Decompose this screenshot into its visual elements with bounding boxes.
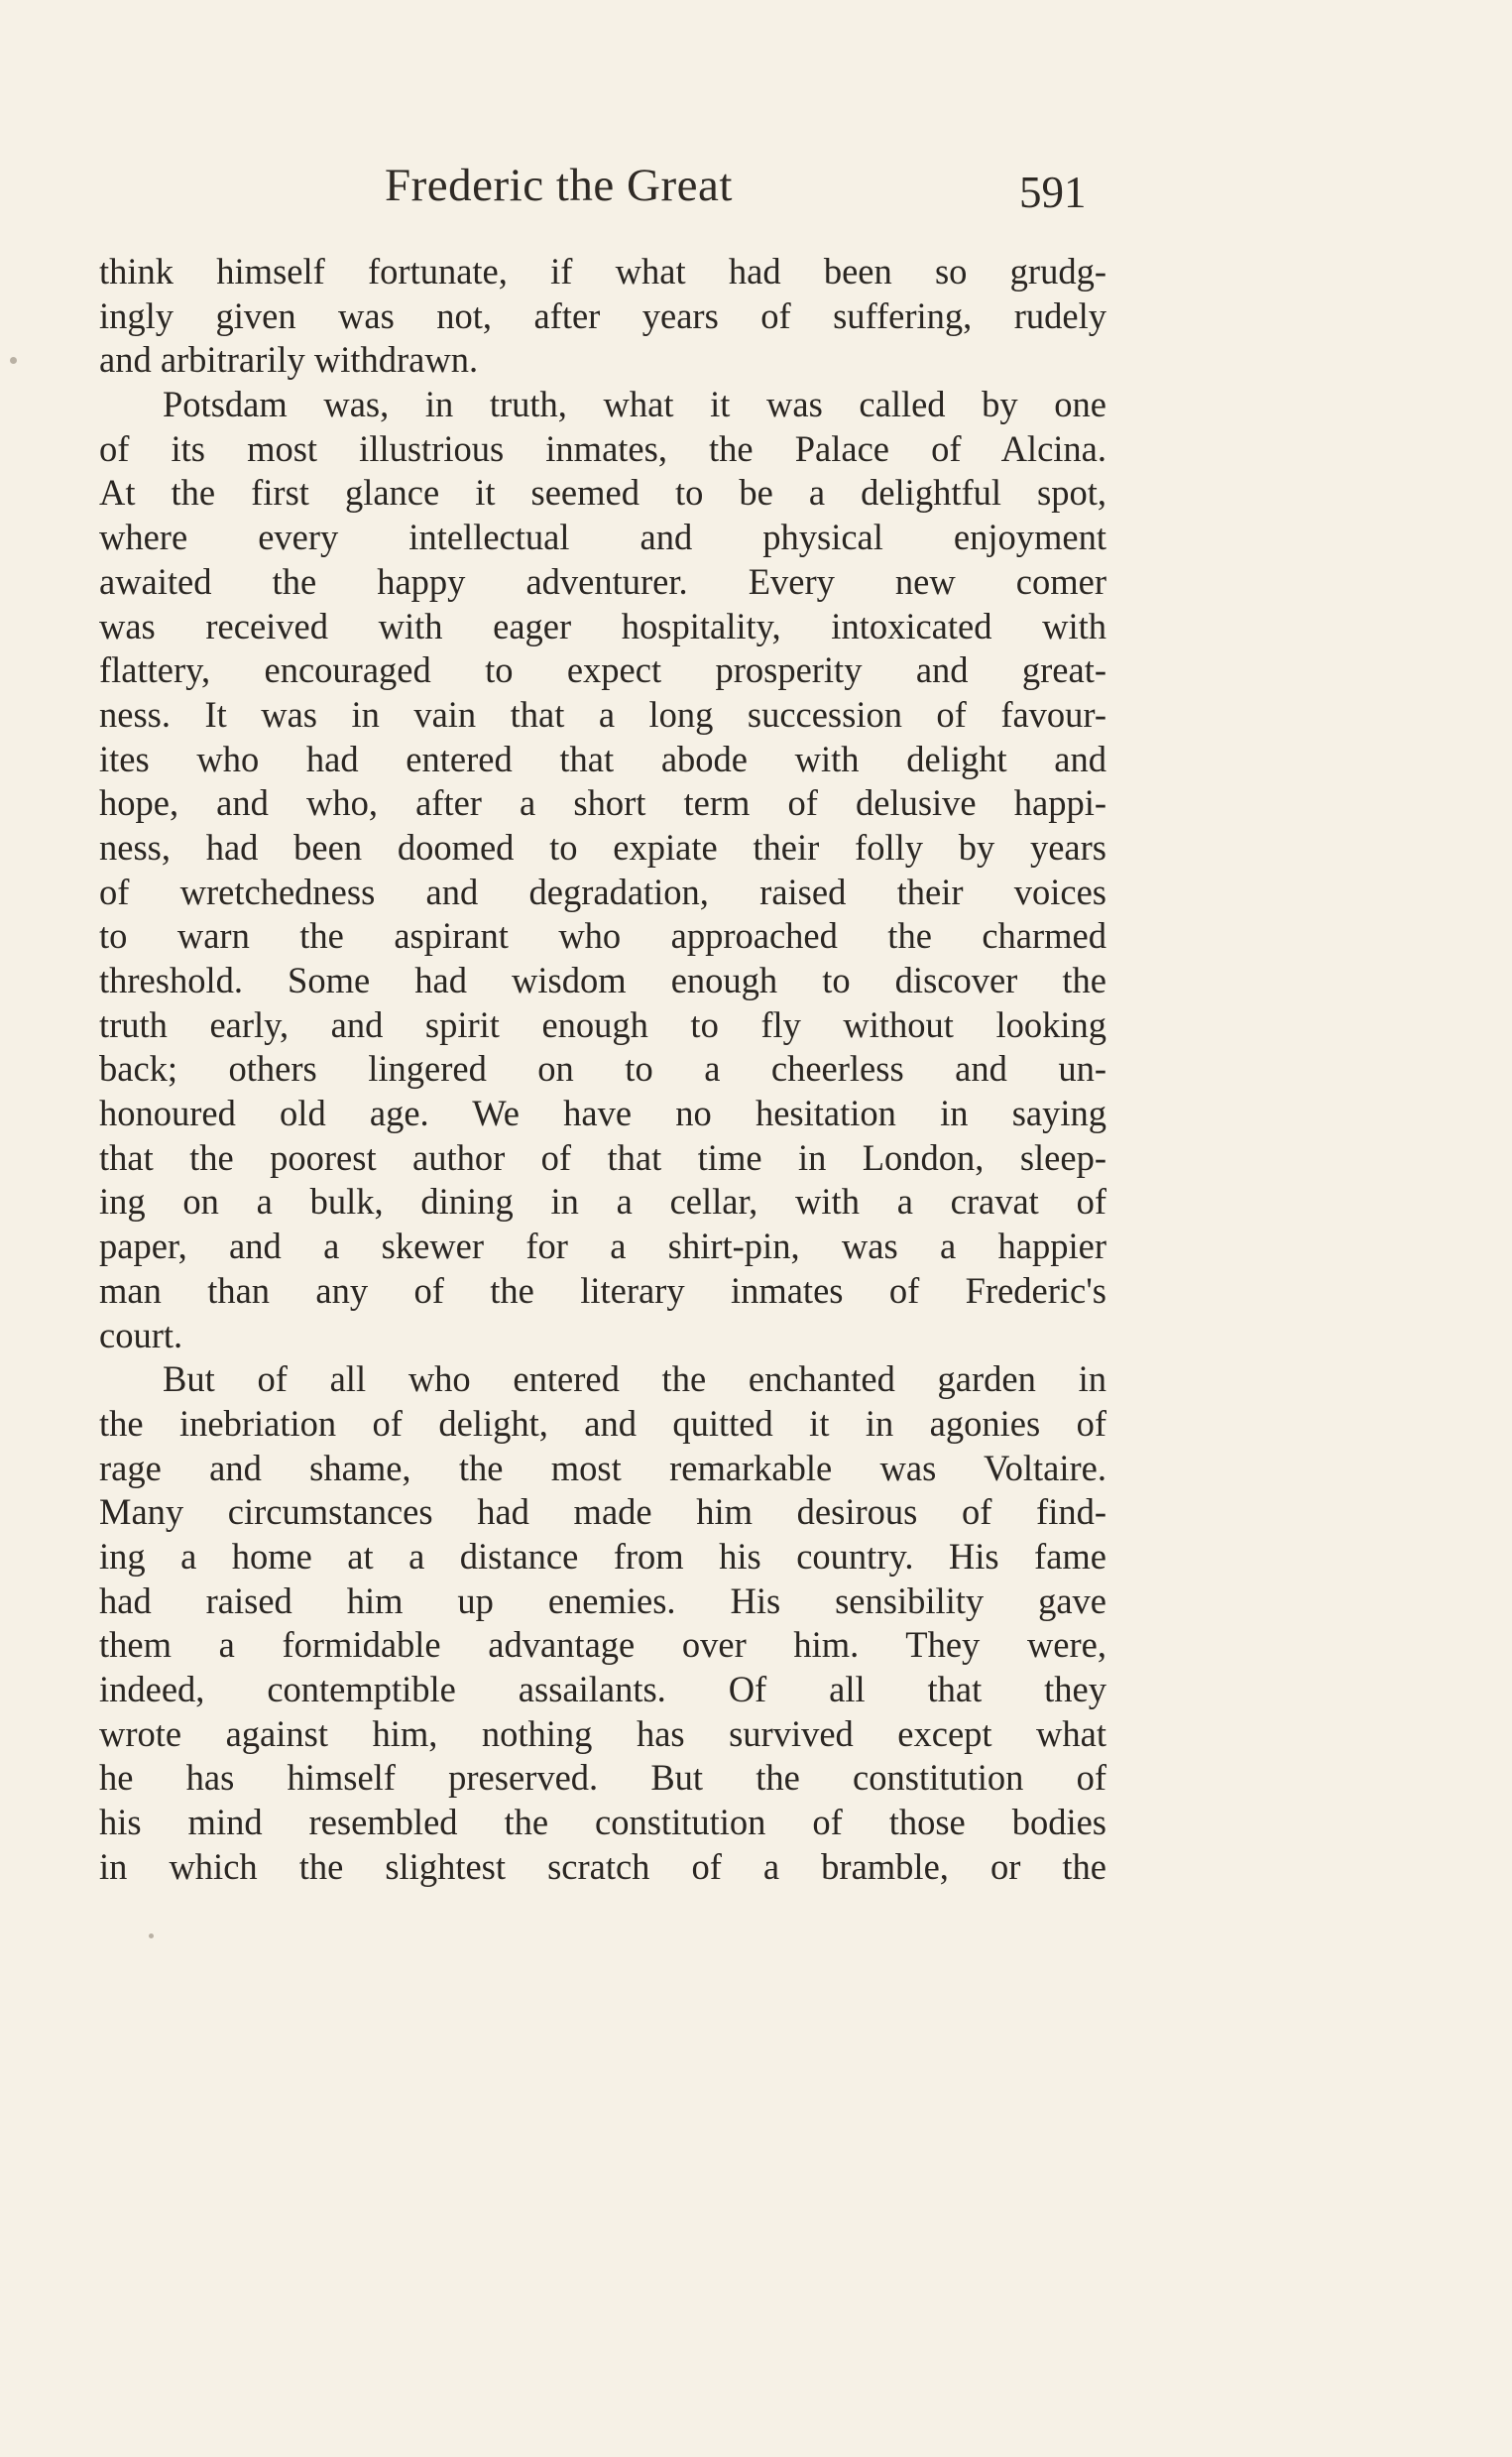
text-line: court. xyxy=(99,1314,183,1355)
text-line: of wretchedness and degradation, raised their voices xyxy=(99,871,1106,912)
text-line: Potsdam was, in truth, what it was called by one xyxy=(163,384,1106,425)
text-line: his mind resembled the constitution of those bodies xyxy=(99,1802,1106,1843)
text-line: back; others lingered on to a cheerless and un- xyxy=(99,1048,1106,1090)
text-line: honoured old age. We have no hesitation in saying xyxy=(99,1093,1106,1134)
text-line: to warn the aspirant who approached the charmed xyxy=(99,915,1106,957)
paper-speck xyxy=(149,1933,154,1938)
text-line: them a formidable advantage over him. They were, xyxy=(99,1624,1106,1666)
text-line: threshold. Some had wisdom enough to discover the xyxy=(99,960,1106,1000)
text-line: ness, had been doomed to expiate their folly by years xyxy=(99,826,1106,868)
text-line: ing a home at a distance from his country. His fame xyxy=(99,1535,1106,1577)
text-line: But of all who entered the enchanted garden in xyxy=(163,1358,1106,1400)
text-line: had raised him up enemies. His sensibility gave xyxy=(99,1580,1106,1621)
text-line: paper, and a skewer for a shirt-pin, was a happier xyxy=(99,1226,1106,1267)
text-line: in which the slightest scratch of a bramble, or the xyxy=(99,1845,1106,1887)
text-line: where every intellectual and physical enjoyment xyxy=(99,517,1106,558)
text-line: ingly given was not, after years of suffering, rudely xyxy=(99,294,1106,336)
page-number: 591 xyxy=(1019,168,1087,217)
text-line: the inebriation of delight, and quitted it in agonies of xyxy=(99,1402,1106,1444)
text-line: that the poorest author of that time in London, sleep- xyxy=(99,1136,1106,1178)
text-line: he has himself preserved. But the constitution of xyxy=(99,1757,1106,1799)
body-text xyxy=(99,250,1106,1889)
text-line: ness. It was in vain that a long succession of favour- xyxy=(99,693,1106,735)
paper-speck xyxy=(10,357,17,364)
text-line: awaited the happy adventurer. Every new comer xyxy=(99,560,1106,602)
text-line: rage and shame, the most remarkable was Voltaire. xyxy=(99,1447,1106,1488)
text-line: man than any of the literary inmates of Frederic's xyxy=(99,1269,1106,1311)
text-line: was received with eager hospitality, intoxicated with xyxy=(99,605,1106,646)
text-line: Many circumstances had made him desirous of find- xyxy=(99,1491,1106,1533)
text-line: think himself fortunate, if what had been so grudg- xyxy=(99,251,1106,292)
text-line: hope, and who, after a short term of delusive happi- xyxy=(99,782,1106,824)
text-line: truth early, and spirit enough to fly without looking xyxy=(99,1003,1106,1045)
text-line: wrote against him, nothing has survived except what xyxy=(99,1712,1106,1754)
text-line: indeed, contemptible assailants. Of all that they xyxy=(99,1669,1106,1709)
text-line: At the first glance it seemed to be a delightful spot, xyxy=(99,472,1106,514)
text-line: ites who had entered that abode with delight and xyxy=(99,738,1106,779)
text-line: ing on a bulk, dining in a cellar, with a cravat of xyxy=(99,1181,1106,1223)
running-title: Frederic the Great xyxy=(385,160,733,211)
text-line: of its most illustrious inmates, the Palace of Alcina. xyxy=(99,427,1106,469)
text-line: and arbitrarily withdrawn. xyxy=(99,339,479,381)
text-line: flattery, encouraged to expect prosperity and great- xyxy=(99,649,1106,691)
